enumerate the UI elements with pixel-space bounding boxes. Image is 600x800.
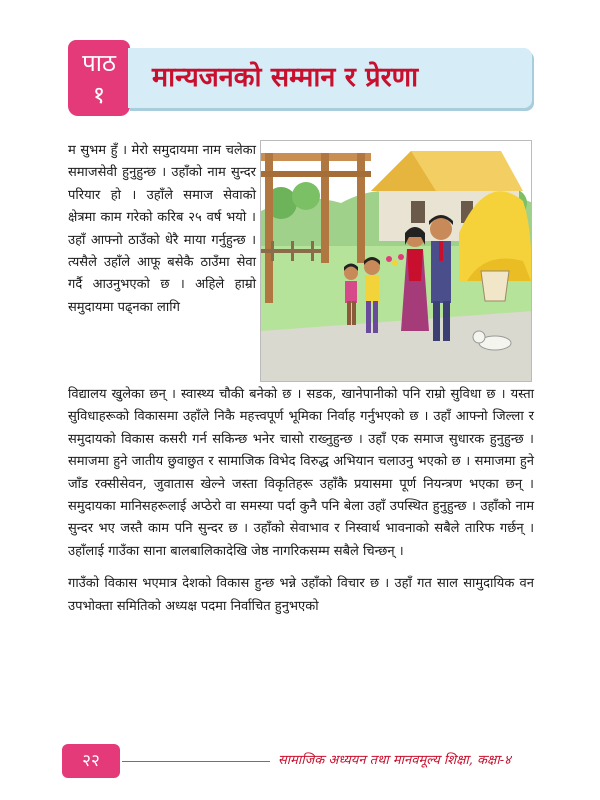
lesson-label: पाठ: [82, 49, 116, 77]
intro-paragraph: म सुभम हुँ । मेरो समुदायमा नाम चलेका समाजसेवी हुनुहुन्छ । उहाँको नाम सुन्दर परियार हो । उहाँले समाज सेवाको क्षेत्रमा काम गरेको करिब २५ वर्ष भयो । उहाँ आफ्नो ठाउँको धेरै माया गर्नुहुन्छ । त्यसैले उहाँले आफू बसेकै ठाउँमा सेवा गर्दै आउनुभएको छ । अहिले हाम्रो समुदायमा पढ्नका लागि: [68, 143, 256, 315]
book-title: सामाजिक अध्ययन तथा मानवमूल्य शिक्षा, कक्षा-४: [278, 753, 511, 768]
lesson-tab: [68, 40, 130, 116]
village-illustration: [260, 140, 532, 382]
village-scene-picture: [261, 141, 532, 382]
page-number: २२: [62, 744, 120, 778]
paragraph-2: गाउँको विकास भएमात्र देशको विकास हुन्छ भन्ने उहाँको विचार छ । उहाँ गत साल सामुदायिक वन उपभोक्ता समितिको अध्यक्ष पदमा निर्वाचित हुनुभएको: [68, 576, 534, 614]
intro-column: [68, 140, 256, 319]
lesson-title: मान्यजनको सम्मान र प्रेरणा: [152, 62, 419, 93]
paragraph-1: विद्यालय खुलेका छन् । स्वास्थ्य चौकी बनेको छ । सडक, खानेपानीको पनि राम्रो सुविधा छ । यस्ता सुविधाहरूको विकासमा उहाँले निकै महत्त्वपूर्ण भूमिका निर्वाह गर्नुभएको छ । उहाँ आफ्नो जिल्ला र समुदायको विकास कसरी गर्न सकिन्छ भनेर चासो राख्नुहुन्छ । उहाँ एक समाज सुधारक हुनुहुन्छ । समाजमा हुने जातीय छुवाछुत र सामाजिक विभेद विरुद्ध अभियान चलाउनु भएको छ । समाजमा हुने जाँड रक्सीसेवन, जुवातास खेल्ने जस्ता विकृतिहरू उहाँकै प्रयासमा पूर्ण नियन्त्रण भएका छन् । समुदायका मानिसहरूलाई अप्ठेरो वा समस्या पर्दा कुनै पनि बेला उहाँ उपस्थित हुनुहुन्छ । उहाँको नाम सुन्दर भए जस्तै काम पनि सुन्दर छ । उहाँको सेवाभाव र निस्वार्थ भावनाको सबैले तारिफ गर्छन् । उहाँलाई गाउँका साना बालबालिकादेखि जेष्ठ नागरिकसम्म सबैले चिन्छन् ।: [68, 387, 534, 559]
lesson-number: १: [92, 81, 106, 109]
title-band: [128, 48, 532, 108]
footer-divider: [122, 761, 270, 762]
main-text: [68, 384, 534, 618]
